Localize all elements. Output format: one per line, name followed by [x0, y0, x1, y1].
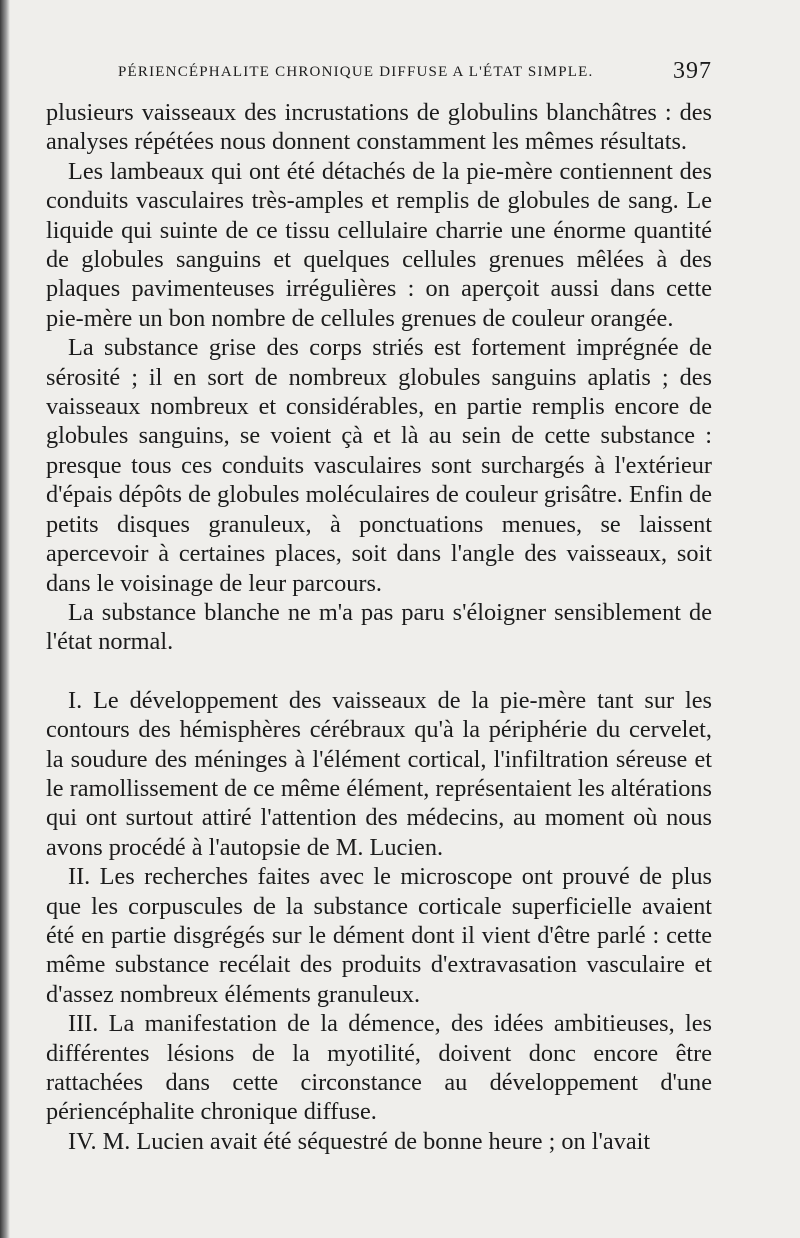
conclusion-iv: IV. M. Lucien avait été séquestré de bonne heure ; on l'avait — [68, 1127, 651, 1155]
conclusion-iii: III. La manifestation de la démence, des idées ambitieuses, les différentes lésions de la myotilité, doivent donc encore être rattachées dans cette circonstance au développement d'une périencéphalite chronique diffuse. — [46, 1010, 712, 1126]
running-head: PÉRIENCÉPHALITE CHRONIQUE DIFFUSE A L'ÉTAT SIMPLE. — [118, 64, 594, 80]
page-number: 397 — [673, 58, 712, 84]
page-header — [118, 60, 712, 90]
paragraph-grey-substance: La substance grise des corps striés est fortement imprégnée de sérosité ; il en sort de nombreux globules sanguins aplatis ; des vaisseaux nombreux et considérables, en partie remplis encore de globules sanguins, se voient çà et là au sein de cette substance : presque tous ces conduits vasculaires sont surchargés à l'extérieur d'épais dépôts de globules moléculaires de couleur grisâtre. Enfin de petits disques granuleux, à ponctuations menues, se laissent apercevoir à certaines places, soit dans l'angle des vaisseaux, soit dans le voisinage de leur parcours. — [46, 334, 712, 597]
conclusion-i: I. Le développement des vaisseaux de la pie-mère tant sur les contours des hémisphères cérébraux qu'à la périphérie du cervelet, la soudure des méninges à l'élément cortical, l'infiltration séreuse et le ramollissement de ce même élément, représentaient les altérations qui ont surtout attiré l'attention des médecins, au moment où nous avons procédé à l'autopsie de M. Lucien. — [46, 686, 712, 861]
paragraph-pia-mater: Les lambeaux qui ont été détachés de la pie-mère contiennent des conduits vasculaires très-amples et remplis de globules de sang. Le liquide qui suinte de ce tissu cellulaire charrie une énorme quantité de globules sanguins et quelques cellules grenues mêlées à des plaques pavimenteuses irrégulières : on aperçoit aussi dans cette pie-mère un bon nombre de cellules grenues de couleur orangée. — [46, 157, 712, 332]
paragraph-continuation: plusieurs vaisseaux des incrustations de globulins blanchâtres : des analyses répétées nous donnent constamment les mêmes résultats. — [46, 99, 712, 156]
page-edge-shadow — [0, 0, 10, 1238]
paragraph-white-substance: La substance blanche ne m'a pas paru s'éloigner sensiblement de l'état normal. — [46, 598, 712, 656]
conclusion-ii: II. Les recherches faites avec le microscope ont prouvé de plus que les corpuscules de la substance corticale superficielle avaient été en partie disgrégés sur le dément dont il vient d'être parlé : cette même substance recélait des produits d'extravasation vasculaire et d'assez nombreux éléments granuleux. — [46, 863, 712, 1008]
page-body — [46, 98, 712, 1156]
section-gap — [46, 657, 712, 686]
